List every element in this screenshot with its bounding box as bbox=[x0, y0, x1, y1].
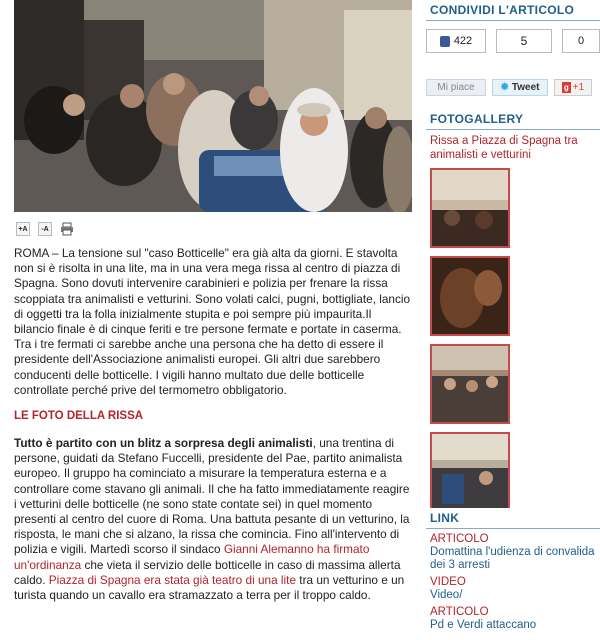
like-label: Mi piace bbox=[437, 82, 475, 93]
link-text[interactable]: Video/ bbox=[430, 589, 463, 601]
link-category: VIDEO bbox=[430, 576, 466, 588]
link-category: ARTICOLO bbox=[430, 533, 489, 545]
gallery-thumbnail[interactable] bbox=[430, 168, 510, 248]
gplus-button[interactable] bbox=[554, 79, 592, 96]
article-photo bbox=[14, 0, 412, 212]
paragraph-text: , una trentina di persone, guidati da Stefano Fuccelli, presidente del Pae, partito animalista europeo. Il gruppo ha cominciato a misurare la temperatura esterna e a controllare come stavano gli animali. Il che ha fatto immediatamente reagire i vetturini delle botticelle (ne sono state contate sei) in quel momento presenti al centro del cuore di Roma. Una battuta pesante di un vetturino, la risposta, le mani che si alzano, la rissa che comincia. Fino all'intervento di polizia e vigili. Martedì scorso il sindaco bbox=[14, 436, 410, 557]
printer-icon[interactable] bbox=[60, 222, 74, 236]
lite-link[interactable]: Piazza di Spagna era stata già teatro di una lite bbox=[48, 572, 297, 587]
paragraph-text: tra un vetturino e un turista quando un cavallo era stramazzato a terra per il troppo caldo. bbox=[14, 572, 405, 603]
tweet-label: Tweet bbox=[511, 82, 540, 93]
font-decrease-button[interactable]: -A bbox=[38, 222, 52, 236]
sidebar bbox=[426, 0, 600, 631]
like-count bbox=[426, 29, 486, 53]
gallery-thumbnails bbox=[426, 168, 600, 512]
crowd-photo-illustration bbox=[14, 0, 412, 212]
like-count-value: 422 bbox=[453, 35, 473, 47]
tweet-count: 5 bbox=[496, 29, 552, 53]
gallery-caption[interactable]: Rissa a Piazza di Spagna tra animalisti e vetturini bbox=[430, 135, 578, 161]
links-title: LINK bbox=[426, 508, 600, 529]
links-section bbox=[426, 508, 600, 632]
gplus-count: 0 bbox=[562, 29, 600, 53]
link-text[interactable]: Pd e Verdi attaccano bbox=[430, 619, 537, 631]
ordinanza-link[interactable]: Gianni Alemanno ha firmato un'ordinanza bbox=[14, 542, 370, 572]
like-button[interactable] bbox=[426, 79, 486, 96]
link-item[interactable] bbox=[426, 572, 600, 602]
link-item[interactable] bbox=[426, 529, 600, 572]
link-item[interactable] bbox=[426, 602, 600, 632]
article-tools bbox=[14, 212, 414, 246]
lead-bold: Tutto è partito con un blitz a sorpresa degli animalisti bbox=[14, 436, 313, 451]
link-category: ARTICOLO bbox=[430, 606, 489, 618]
share-box bbox=[426, 21, 600, 93]
gallery-thumbnail[interactable] bbox=[430, 256, 510, 336]
gplus-icon: g bbox=[563, 83, 569, 92]
gallery-thumbnail[interactable] bbox=[430, 432, 510, 512]
font-increase-button[interactable]: +A bbox=[16, 222, 30, 236]
article-paragraph-1: ROMA – La tensione sul "caso Botticelle" era già alta da giorni. E stavolta non si è risolta in una lite, ma in una vera mega rissa al centro di piazza di Spagna. Sono dovuti intervenire carabinieri e polizia per frenare la rissa scoppiata tra animalisti e vetturini. Sono volati calci, pugni, bottigliate, lancio di oggetti tra la folla inizialmente stupita e poi sempre più impaurita.Il bilancio finale è di cinque feriti e tre persone fermate e portate in caserma. Tra i tre fermati ci sarebbe anche una persona che ha detto di essere il presidente dell'Associazione animalisti europei. Gli altri due sarebbero conducenti delle botticelle. I vigili hanno multato due delle botticelle controllate perché prive del termometro obbligatorio. bbox=[14, 246, 411, 397]
paragraph-text: che vieta il servizio delle botticelle in caso di massima allerta caldo. bbox=[14, 557, 401, 587]
article-paragraph-2 bbox=[14, 436, 414, 603]
article-column bbox=[14, 0, 414, 603]
thumbs-up-icon bbox=[440, 36, 450, 47]
photo-section-title[interactable]: LE FOTO DELLA RISSA bbox=[14, 410, 144, 423]
gallery-title: FOTOGALLERY bbox=[426, 109, 600, 130]
tweet-button[interactable]: ✹ Tweet bbox=[492, 79, 548, 96]
link-text[interactable]: Domattina l'udienza di convalida dei 3 arresti bbox=[430, 546, 595, 571]
share-title: CONDIVIDI L'ARTICOLO bbox=[426, 0, 600, 21]
gallery-thumbnail[interactable] bbox=[430, 344, 510, 424]
gplus-label: +1 bbox=[572, 82, 585, 93]
